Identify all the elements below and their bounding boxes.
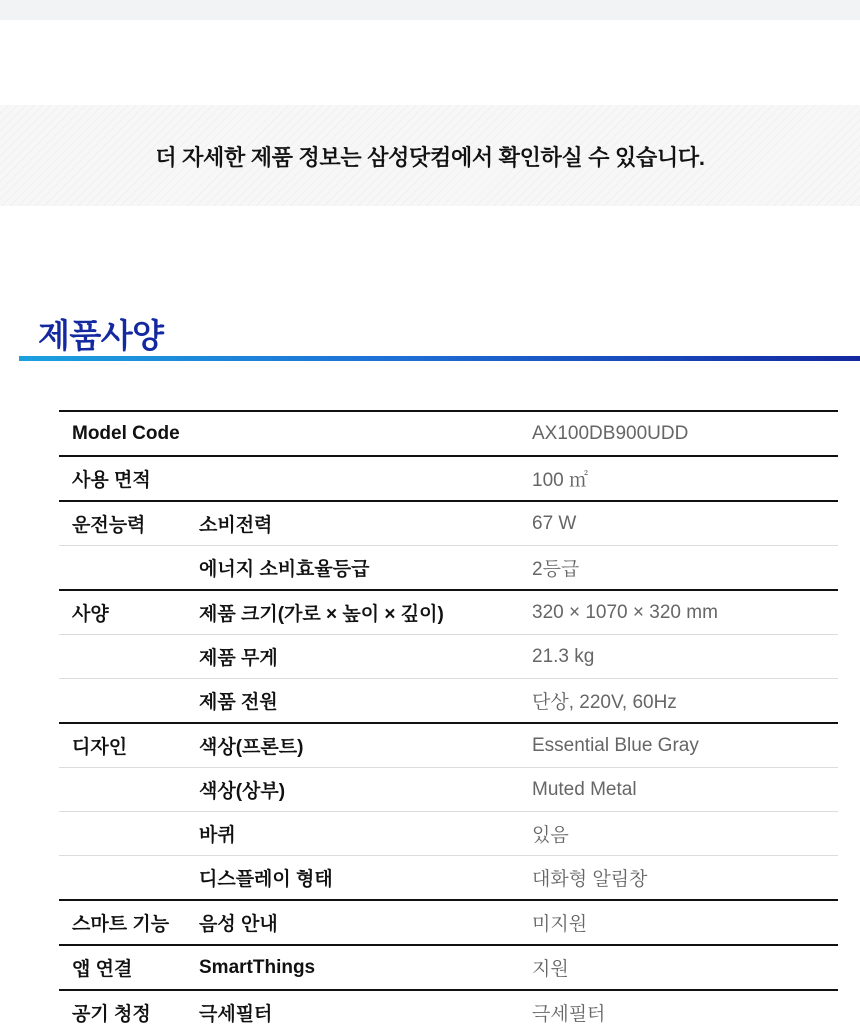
spec-row — [59, 457, 838, 500]
spec-category: Model Code — [72, 422, 180, 444]
spec-row — [59, 678, 838, 722]
spec-row — [59, 991, 838, 1034]
spec-category: 스마트 기능 — [72, 914, 170, 935]
spec-value: Muted Metal — [532, 778, 637, 800]
spec-group — [59, 944, 838, 989]
spec-name: 극세필터 — [199, 1004, 273, 1025]
spec-value: 지원 — [532, 959, 569, 980]
spec-value: 67 W — [532, 512, 577, 534]
spec-category: 사용 면적 — [72, 470, 151, 491]
spec-row — [59, 901, 838, 944]
spec-value: 320 × 1070 × 320 mm — [532, 601, 718, 623]
spec-name: 색상(상부) — [199, 781, 286, 802]
spec-name: 제품 무게 — [199, 648, 278, 669]
spec-row — [59, 545, 838, 589]
spec-value: 2등급 — [532, 559, 580, 580]
spec-value: Essential Blue Gray — [532, 734, 699, 756]
spec-title: 제품사양 — [38, 317, 164, 354]
spec-value: 있음 — [532, 825, 569, 846]
spec-name: 제품 전원 — [199, 692, 278, 713]
spec-name: 제품 크기(가로 × 높이 × 깊이) — [199, 604, 444, 625]
spec-category: 운전능력 — [72, 515, 146, 536]
top-bar — [0, 0, 860, 20]
spec-value: 극세필터 — [532, 1004, 606, 1025]
spec-name: 디스플레이 형태 — [199, 869, 333, 890]
spec-row — [59, 724, 838, 767]
spec-value: 미지원 — [532, 914, 588, 935]
spec-category: 디자인 — [72, 737, 128, 758]
spec-name: 색상(프론트) — [199, 737, 304, 758]
spec-group — [59, 722, 838, 899]
notice-banner — [0, 105, 860, 206]
spec-name: 바퀴 — [199, 825, 236, 846]
spec-row — [59, 412, 838, 455]
spec-group — [59, 500, 838, 589]
spec-group — [59, 589, 838, 722]
spec-row — [59, 946, 838, 989]
spec-name: 소비전력 — [199, 515, 273, 536]
spec-value: 단상, 220V, 60Hz — [532, 692, 677, 713]
spec-row — [59, 855, 838, 899]
spec-value: 21.3 kg — [532, 645, 595, 667]
spec-title-rule — [19, 356, 860, 361]
spec-group — [59, 410, 838, 455]
spec-row — [59, 634, 838, 678]
spec-name: SmartThings — [199, 956, 316, 978]
spec-value: 100 ㎡ — [532, 470, 588, 491]
spec-category: 앱 연결 — [72, 959, 133, 980]
spec-category: 공기 청정 — [72, 1004, 151, 1025]
spec-name: 음성 안내 — [199, 914, 278, 935]
spec-row — [59, 502, 838, 545]
spec-row — [59, 767, 838, 811]
spec-row — [59, 591, 838, 634]
spec-table — [59, 410, 838, 1034]
spec-group — [59, 899, 838, 944]
spec-group — [59, 455, 838, 500]
spec-group — [59, 989, 838, 1034]
spec-category: 사양 — [72, 604, 109, 625]
notice-text: 더 자세한 제품 정보는 삼성닷컴에서 확인하실 수 있습니다. — [155, 145, 705, 170]
spec-name: 에너지 소비효율등급 — [199, 559, 370, 580]
spec-value: 대화형 알림창 — [532, 869, 648, 890]
spec-value: AX100DB900UDD — [532, 422, 689, 444]
spec-row — [59, 811, 838, 855]
